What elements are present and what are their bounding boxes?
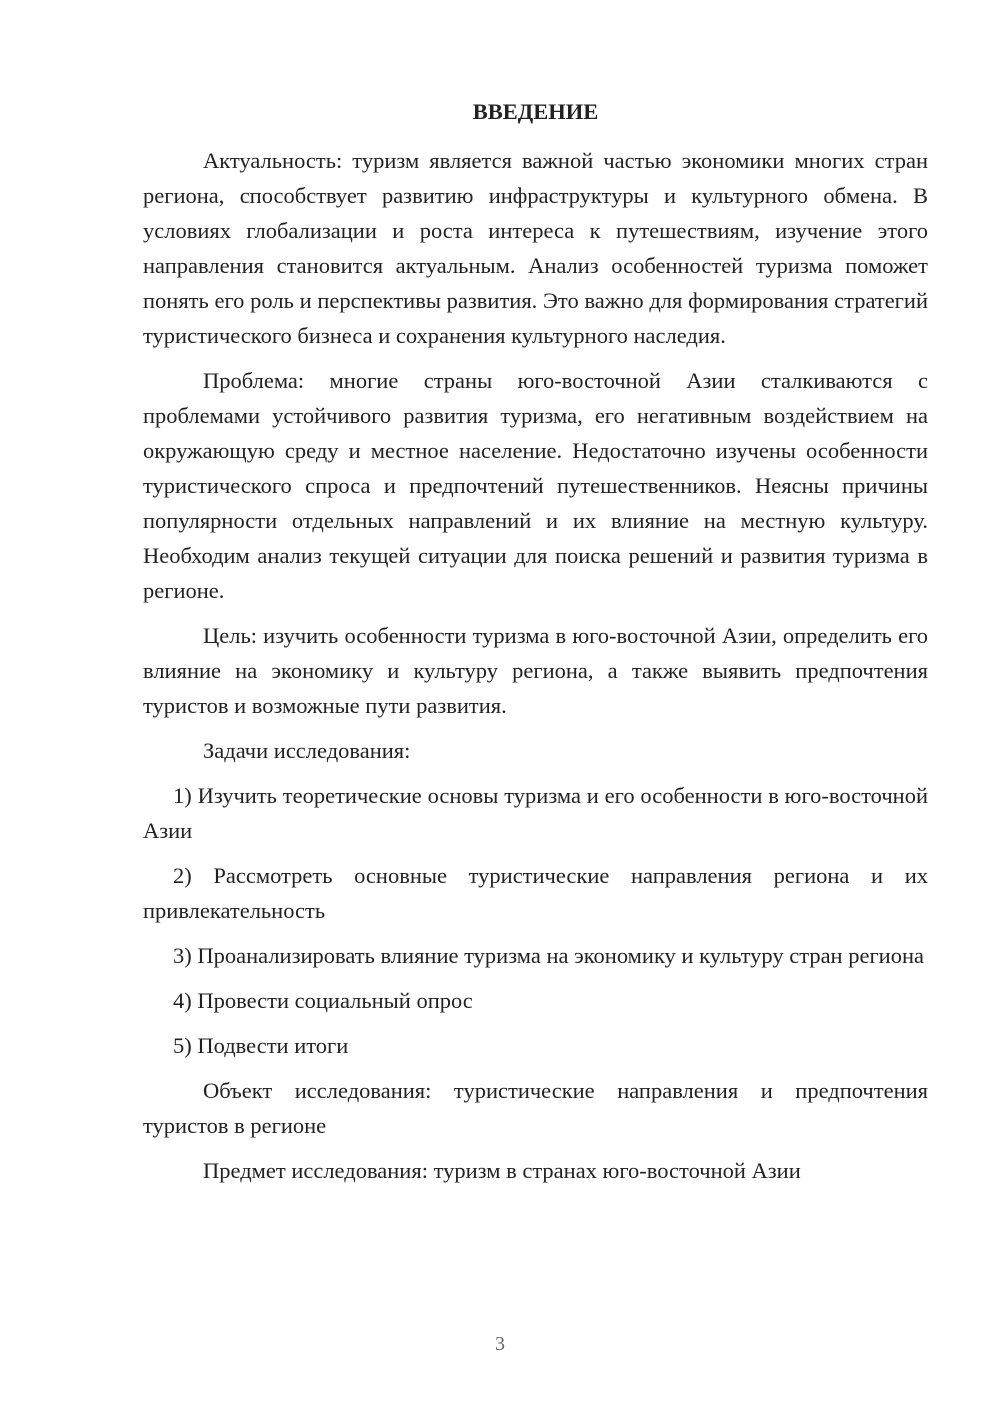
tasks-list: [143, 778, 928, 1063]
list-item: 1) Изучить теоретические основы туризма и его особенности в юго-восточной Азии: [143, 783, 928, 843]
paragraph-relevance: Актуальность: туризм является важной частью экономики многих стран региона, способствует развитию инфраструктуры и культурного обмена. В условиях глобализации и роста интереса к путешествиям, изучение этого направления становится актуальным. Анализ особенностей туризма поможет понять его роль и перспективы развития. Это важно для формирования стратегий туристического бизнеса и сохранения культурного наследия.: [143, 148, 928, 348]
paragraph-object: Объект исследования: туристические направления и предпочтения туристов в регионе: [143, 1078, 928, 1138]
paragraph-goal: Цель: изучить особенности туризма в юго-восточной Азии, определить его влияние на экономику и культуру региона, а также выявить предпочтения туристов и возможные пути развития.: [143, 623, 928, 718]
list-item: 4) Провести социальный опрос: [173, 988, 473, 1013]
paragraph-problem: Проблема: многие страны юго-восточной Азии сталкиваются с проблемами устойчивого развития туризма, его негативным воздействием на окружающую среду и местное население. Недостаточно изучены особенности туристического спроса и предпочтений путешественников. Неясны причины популярности отдельных направлений и их влияние на местную культуру. Необходим анализ текущей ситуации для поиска решений и развития туризма в регионе.: [143, 368, 928, 603]
list-item: 5) Подвести итоги: [173, 1033, 349, 1058]
list-item: 3) Проанализировать влияние туризма на экономику и культуру стран региона: [173, 943, 925, 968]
tasks-heading: Задачи исследования:: [203, 738, 411, 763]
page-title: ВВЕДЕНИЕ: [472, 99, 599, 124]
page-content: [143, 94, 928, 1198]
list-item: 2) Рассмотреть основные туристические направления региона и их привлекательность: [143, 863, 928, 923]
paragraph-subject: Предмет исследования: туризм в странах юго-восточной Азии: [203, 1158, 801, 1183]
page-number: 3: [495, 1333, 505, 1355]
